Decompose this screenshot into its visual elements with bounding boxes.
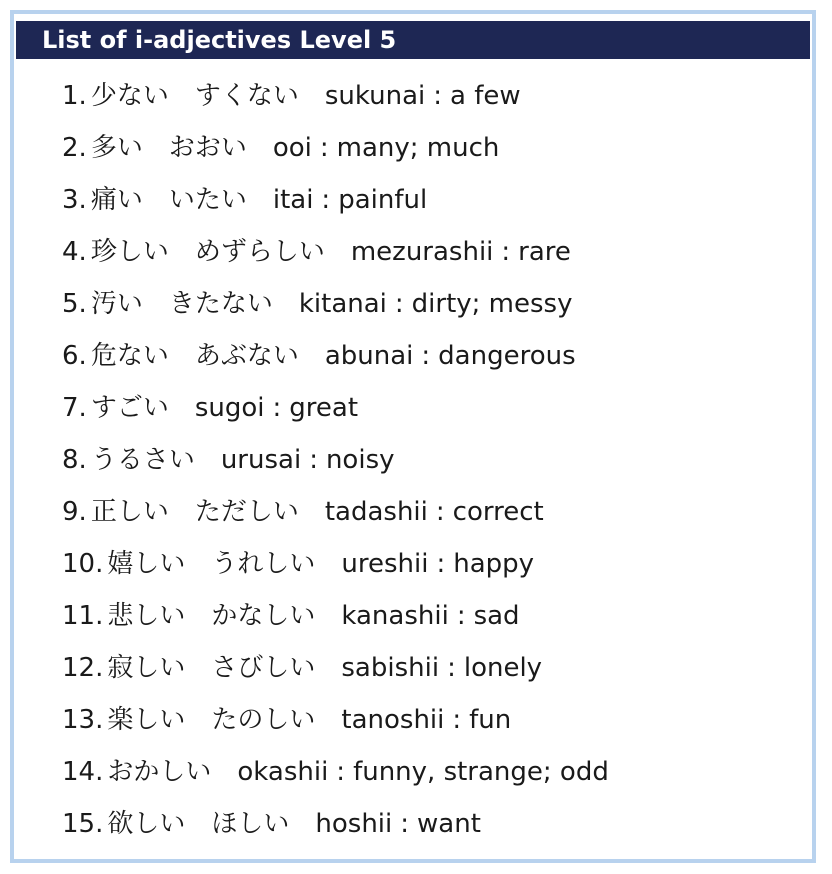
item-kana: あぶない [194, 341, 299, 371]
item-kana: さびしい [211, 653, 316, 683]
item-kanji: 正しい [90, 497, 169, 527]
item-separator: : [447, 653, 456, 683]
item-meaning: rare [518, 237, 571, 267]
item-kana: かなしい [211, 601, 316, 631]
item-number: 10. [62, 549, 104, 579]
item-separator: : [394, 289, 404, 319]
item-meaning: a few [450, 81, 521, 111]
item-kana: いたい [168, 185, 247, 215]
item-kana: たのしい [211, 705, 316, 735]
list-item [62, 70, 609, 122]
item-separator: : [272, 393, 282, 423]
item-meaning: funny, strange; odd [353, 757, 609, 787]
item-romaji: sukunai [324, 81, 426, 111]
item-romaji: mezurashii [350, 237, 494, 267]
item-number: 2. [62, 133, 87, 163]
item-number: 5. [62, 289, 87, 319]
item-number: 9. [62, 497, 87, 527]
item-number: 13. [62, 705, 104, 735]
item-romaji: kitanai [298, 289, 387, 319]
item-romaji: ureshii [341, 549, 429, 579]
item-separator: : [452, 705, 462, 735]
item-kanji: 多い [90, 133, 143, 163]
item-romaji: itai [272, 185, 314, 215]
list-item [62, 798, 609, 850]
item-meaning: want [417, 809, 481, 839]
item-kanji: うるさい [90, 445, 195, 475]
item-number: 7. [62, 393, 87, 423]
item-separator: : [456, 601, 466, 631]
item-kana: おおい [168, 133, 247, 163]
item-number: 11. [62, 601, 104, 631]
item-number: 14. [62, 757, 104, 787]
item-romaji: sugoi [194, 393, 265, 423]
list-item [62, 330, 609, 382]
item-kanji: 嬉しい [107, 549, 186, 579]
item-number: 8. [62, 445, 87, 475]
item-kanji: 欲しい [107, 809, 186, 839]
item-number: 4. [62, 237, 87, 267]
list-title: List of i-adjectives Level 5 [16, 21, 810, 59]
vocabulary-box [10, 10, 816, 863]
item-kanji: すごい [90, 393, 169, 423]
item-kanji: 痛い [90, 185, 143, 215]
item-separator: : [421, 341, 431, 371]
item-kana: ただしい [194, 497, 299, 527]
item-separator: : [436, 549, 446, 579]
list-item [62, 746, 609, 798]
item-romaji: abunai [324, 341, 414, 371]
item-meaning: fun [469, 705, 512, 735]
list-item [62, 642, 609, 694]
item-separator: : [501, 237, 511, 267]
item-number: 6. [62, 341, 87, 371]
item-kana: うれしい [211, 549, 316, 579]
item-number: 15. [62, 809, 104, 839]
item-separator: : [321, 185, 331, 215]
item-separator: : [433, 81, 443, 111]
item-separator: : [309, 445, 318, 475]
item-meaning: dirty; messy [411, 289, 573, 319]
item-kanji: 汚い [90, 289, 143, 319]
item-meaning: noisy [325, 445, 395, 475]
item-meaning: correct [452, 497, 544, 527]
item-kanji: 悲しい [107, 601, 186, 631]
item-meaning: lonely [463, 653, 543, 683]
list-item [62, 122, 609, 174]
item-separator: : [336, 757, 346, 787]
list-item [62, 434, 609, 486]
list-item [62, 382, 609, 434]
item-romaji: ooi [272, 133, 312, 163]
item-separator: : [319, 133, 329, 163]
item-romaji: kanashii [341, 601, 449, 631]
item-romaji: hoshii [315, 809, 393, 839]
item-separator: : [435, 497, 445, 527]
item-meaning: great [289, 393, 359, 423]
list-item [62, 694, 609, 746]
item-number: 1. [62, 81, 87, 111]
item-kanji: 危ない [90, 341, 169, 371]
item-romaji: tadashii [324, 497, 428, 527]
item-romaji: tanoshii [341, 705, 445, 735]
item-kanji: 寂しい [107, 653, 186, 683]
item-meaning: sad [473, 601, 520, 631]
item-meaning: happy [453, 549, 535, 579]
item-kana: きたない [168, 289, 273, 319]
list-item [62, 278, 609, 330]
item-kana: すくない [194, 81, 299, 111]
item-meaning: dangerous [438, 341, 576, 371]
item-number: 12. [62, 653, 104, 683]
item-kanji: おかしい [107, 757, 212, 787]
list-item [62, 486, 609, 538]
item-separator: : [400, 809, 410, 839]
list-item [62, 590, 609, 642]
list-item [62, 538, 609, 590]
item-romaji: sabishii [341, 653, 440, 683]
item-kana: ほしい [211, 809, 290, 839]
list-item [62, 226, 609, 278]
list-item [62, 174, 609, 226]
item-kanji: 珍しい [90, 237, 169, 267]
item-kana: めずらしい [194, 237, 325, 267]
item-meaning: painful [338, 185, 428, 215]
item-meaning: many; much [336, 133, 500, 163]
item-romaji: urusai [220, 445, 302, 475]
item-kanji: 少ない [90, 81, 169, 111]
adjective-list [62, 70, 609, 850]
item-romaji: okashii [237, 757, 329, 787]
item-kanji: 楽しい [107, 705, 186, 735]
item-number: 3. [62, 185, 87, 215]
